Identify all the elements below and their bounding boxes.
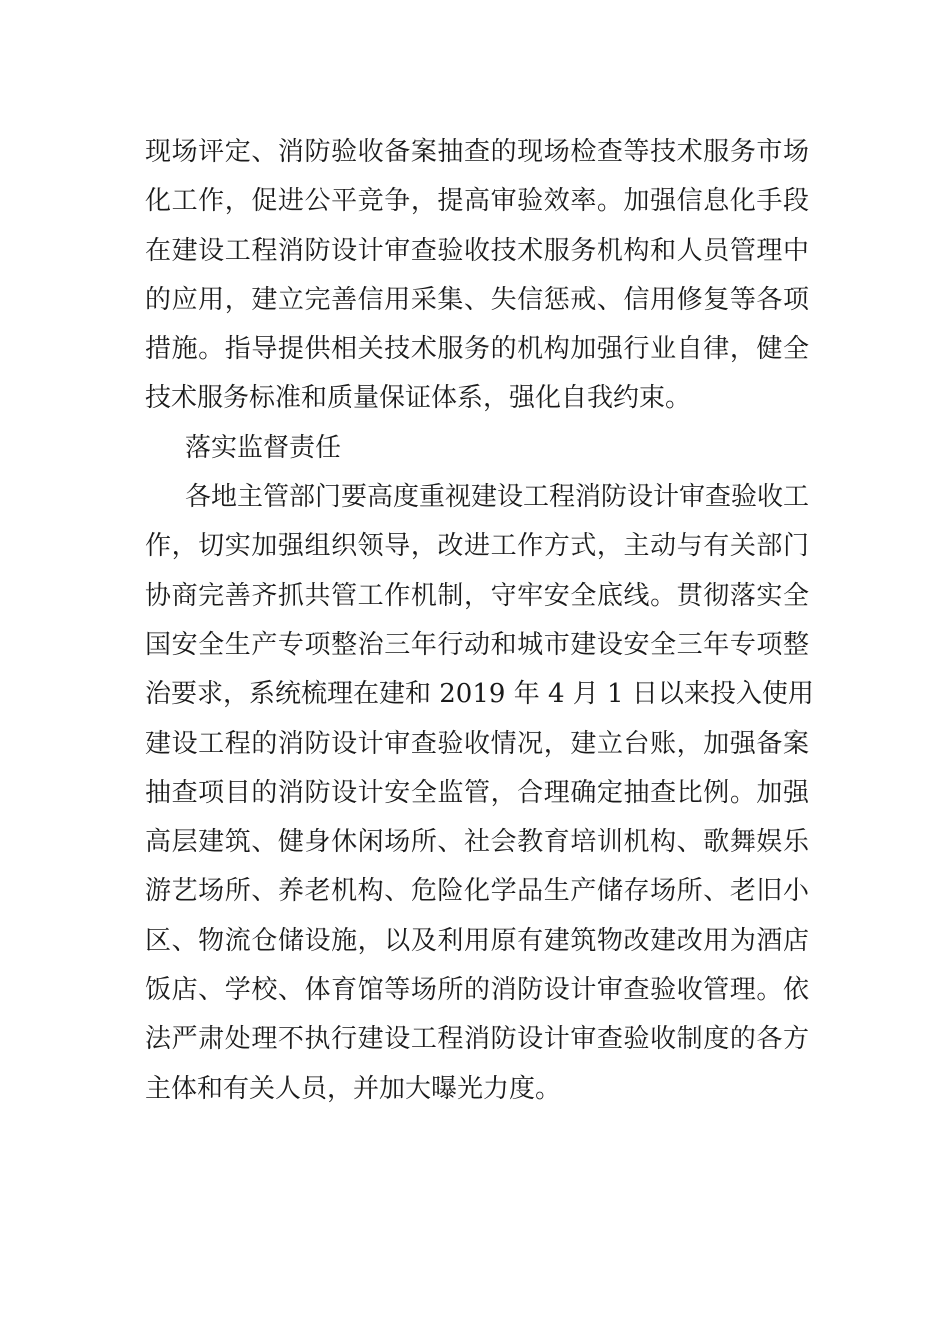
text-line: 作，切实加强组织领导，改进工作方式，主动与有关部门 (145, 531, 809, 562)
text-line: 协商完善齐抓共管工作机制，守牢安全底线。贯彻落实全 (145, 580, 809, 611)
paragraph-technical-services (145, 128, 809, 424)
text-line: 各地主管部门要高度重视建设工程消防设计审查验收工 (185, 482, 810, 513)
text-line: 法严肃处理不执行建设工程消防设计审查验收制度的各方 (145, 1024, 809, 1055)
section-heading: 落实监督责任 (185, 432, 342, 463)
text-line: 国安全生产专项整治三年行动和城市建设安全三年专项整 (145, 629, 809, 660)
text-line: 饭店、学校、体育馆等场所的消防设计审查验收管理。依 (145, 975, 809, 1006)
text-line: 化工作，促进公平竞争，提高审验效率。加强信息化手段 (145, 186, 809, 217)
text-line: 建设工程的消防设计审查验收情况，建立台账，加强备案 (145, 728, 809, 759)
paragraph-supervision-responsibility (145, 473, 814, 1114)
text-line: 技术服务标准和质量保证体系，强化自我约束。 (145, 383, 692, 414)
document-body (145, 128, 814, 1114)
text-line: 区、物流仓储设施，以及利用原有建筑物改建改用为酒店 (145, 925, 809, 956)
text-line: 高层建筑、健身休闲场所、社会教育培训机构、歌舞娱乐 (145, 827, 809, 858)
text-line: 主体和有关人员，并加大曝光力度。 (145, 1073, 562, 1104)
text-line: 措施。指导提供相关技术服务的机构加强行业自律，健全 (145, 334, 809, 365)
text-line: 的应用，建立完善信用采集、失信惩戒、信用修复等各项 (145, 284, 809, 315)
text-line: 在建设工程消防设计审查验收技术服务机构和人员管理中 (145, 235, 809, 266)
text-line: 抽查项目的消防设计安全监管，合理确定抽查比例。加强 (145, 777, 809, 808)
text-line: 游艺场所、养老机构、危险化学品生产储存场所、老旧小 (145, 876, 809, 907)
text-line: 治要求，系统梳理在建和 2019 年 4 月 1 日以来投入使用 (145, 679, 814, 710)
text-line: 现场评定、消防验收备案抽查的现场检查等技术服务市场 (145, 137, 809, 167)
